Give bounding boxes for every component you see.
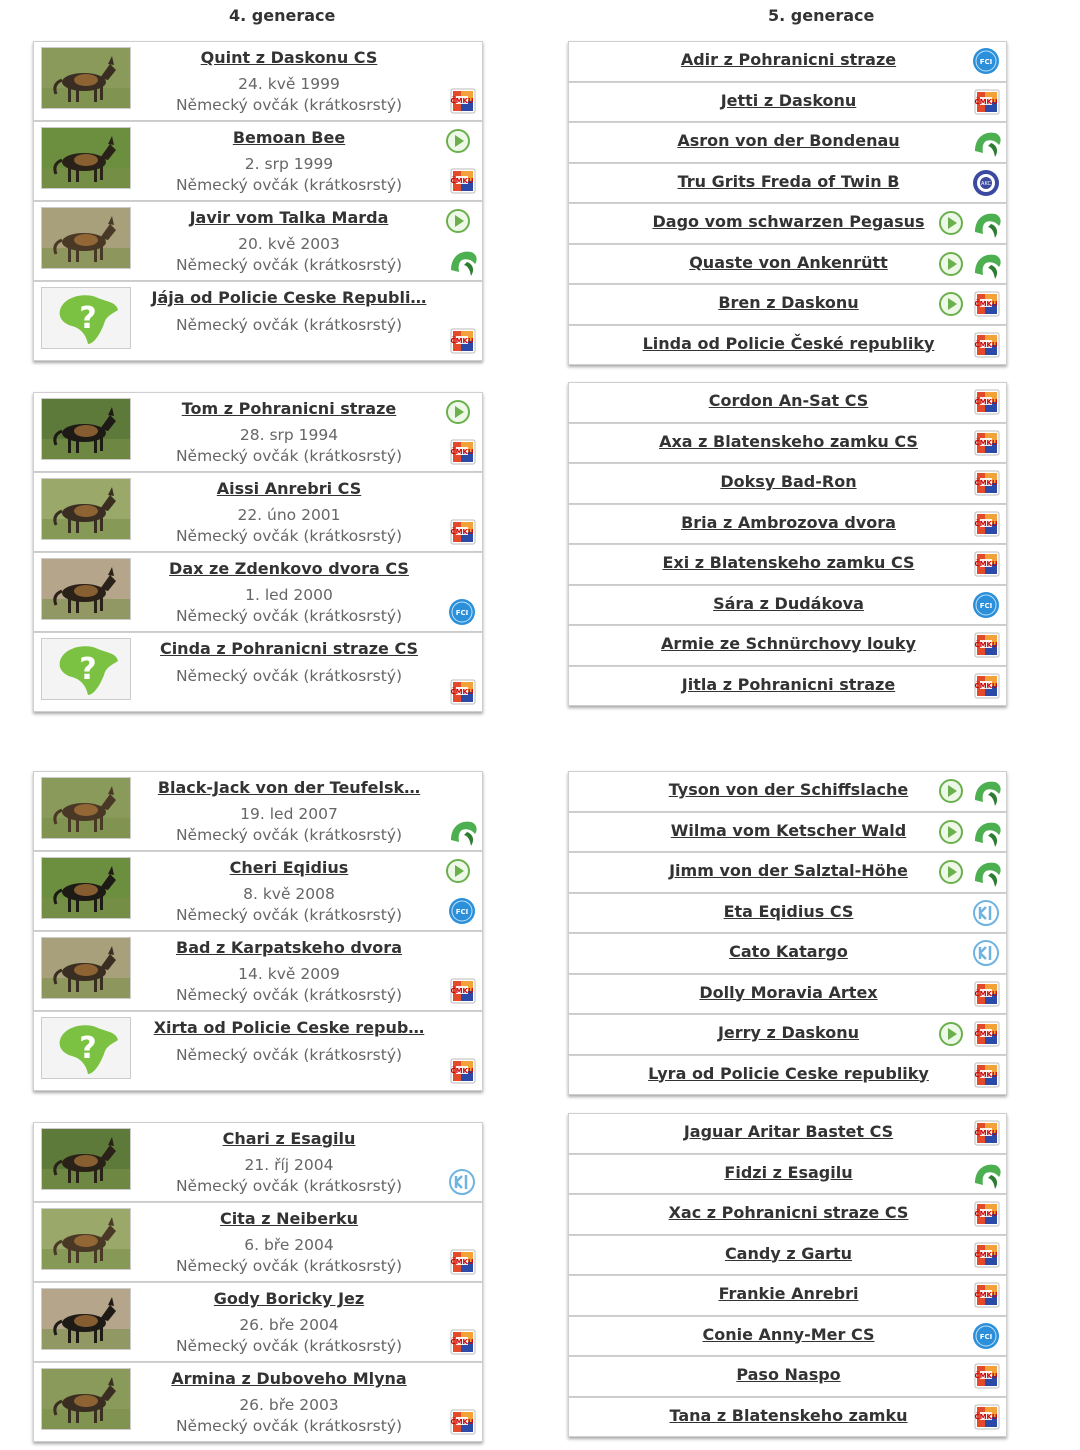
svg-text:ČMKU: ČMKU bbox=[974, 438, 998, 447]
gen5-dog-card bbox=[568, 382, 1007, 423]
gen5-group bbox=[568, 771, 1007, 1095]
flag-icon[interactable] bbox=[971, 630, 1001, 660]
flag-icon[interactable] bbox=[447, 976, 477, 1006]
svg-text:ČMKU: ČMKU bbox=[974, 1372, 998, 1380]
flag-icon[interactable] bbox=[971, 509, 1001, 539]
ski-icon[interactable] bbox=[447, 1167, 477, 1197]
sv-icon[interactable] bbox=[971, 208, 1001, 238]
video-icon[interactable] bbox=[938, 859, 968, 889]
gen4-dog-card bbox=[33, 1362, 483, 1442]
svg-text:?: ? bbox=[79, 1031, 97, 1066]
gen5-dog-card bbox=[568, 933, 1007, 974]
gen4-dog-card bbox=[33, 1282, 483, 1362]
dog-breed: Německý ovčák (krátkosrstý) bbox=[175, 316, 403, 334]
dog-name-link[interactable]: Lyra od Policie Ceske republiky bbox=[648, 1063, 929, 1083]
flag-icon[interactable] bbox=[447, 517, 477, 547]
gen4-dog-card bbox=[33, 632, 483, 712]
dog-birth-date: 20. kvě 2003 bbox=[238, 235, 340, 253]
svg-text:ČMKU: ČMKU bbox=[450, 97, 474, 105]
dog-name-link[interactable]: Tyson von der Schiffslache bbox=[668, 780, 909, 799]
dog-name-link[interactable]: Jimm von der Salztal-Höhe bbox=[669, 861, 908, 880]
gen5-group bbox=[568, 41, 1007, 365]
dog-birth-date: 19. led 2007 bbox=[240, 805, 338, 823]
gen4-dog-card bbox=[33, 1122, 483, 1202]
dog-photo[interactable] bbox=[41, 207, 131, 269]
flag-icon[interactable] bbox=[971, 1118, 1001, 1148]
dog-name-link[interactable]: Tom z Pohranicni straze bbox=[181, 399, 397, 418]
dog-name-link[interactable]: Axa z Blatenskeho zamku CS bbox=[659, 431, 918, 451]
dog-name-link[interactable]: Adir z Pohranicni straze bbox=[680, 50, 897, 69]
dog-name-link[interactable]: Cinda z Pohranicni straze CS bbox=[159, 639, 419, 658]
sv-icon[interactable] bbox=[971, 817, 1001, 847]
dog-name-link[interactable]: Jaguar Aritar Bastet CS bbox=[683, 1122, 894, 1141]
svg-text:ČMKU: ČMKU bbox=[974, 989, 998, 998]
svg-text:ČMKU: ČMKU bbox=[974, 398, 998, 406]
gen5-dog-card bbox=[568, 812, 1007, 853]
dog-birth-date: 6. bře 2004 bbox=[244, 1236, 334, 1254]
gen5-dog-card bbox=[568, 122, 1007, 163]
svg-text:FCI: FCI bbox=[979, 1332, 993, 1341]
dog-photo[interactable] bbox=[41, 1368, 131, 1430]
video-icon[interactable] bbox=[938, 819, 968, 849]
dog-photo[interactable] bbox=[41, 127, 131, 189]
video-icon[interactable] bbox=[445, 128, 475, 158]
svg-text:?: ? bbox=[79, 652, 97, 687]
flag-icon[interactable] bbox=[971, 1199, 1001, 1229]
gen5-dog-card bbox=[568, 41, 1007, 82]
video-icon[interactable] bbox=[938, 778, 968, 808]
dog-breed: Německý ovčák (krátkosrstý) bbox=[175, 527, 403, 545]
svg-text:ČMKU: ČMKU bbox=[974, 560, 998, 568]
dog-name-link[interactable]: Gody Boricky Jez bbox=[213, 1289, 365, 1308]
dog-birth-date: 24. kvě 1999 bbox=[238, 75, 340, 93]
dog-name-link[interactable]: Fidzi z Esagilu bbox=[724, 1162, 853, 1182]
svg-text:ČMKU: ČMKU bbox=[450, 1338, 474, 1346]
dog-name-link[interactable]: Xac z Pohranicni straze CS bbox=[668, 1203, 909, 1222]
gen5-dog-card bbox=[568, 82, 1007, 123]
fci-icon[interactable] bbox=[971, 1321, 1001, 1351]
gen4-dog-card bbox=[33, 1011, 483, 1091]
gen5-dog-card bbox=[568, 463, 1007, 504]
gen4-dog-card bbox=[33, 552, 483, 632]
fci-icon[interactable] bbox=[971, 46, 1001, 76]
dog-name-link[interactable]: Frankie Anrebri bbox=[718, 1284, 859, 1303]
svg-text:ČMKU: ČMKU bbox=[450, 688, 474, 696]
sv-icon[interactable] bbox=[447, 816, 477, 846]
gen4-dog-card bbox=[33, 1202, 483, 1282]
gen5-dog-card bbox=[568, 163, 1007, 204]
flag-icon[interactable] bbox=[971, 1240, 1001, 1270]
gen5-dog-card bbox=[568, 1397, 1007, 1438]
svg-text:ČMKU: ČMKU bbox=[974, 1030, 998, 1038]
dog-name-link[interactable]: Quint z Daskonu CS bbox=[200, 48, 378, 67]
sv-icon[interactable] bbox=[971, 857, 1001, 887]
dog-name-link[interactable]: Black-Jack von der Teufelsk… bbox=[157, 778, 421, 797]
dog-name-link[interactable]: Eta Eqidius CS bbox=[723, 901, 854, 921]
svg-text:ČMKU: ČMKU bbox=[450, 528, 474, 536]
flag-icon[interactable] bbox=[971, 549, 1001, 579]
fci-icon[interactable] bbox=[447, 597, 477, 627]
dog-name-link[interactable]: Bren z Daskonu bbox=[718, 293, 859, 312]
flag-icon[interactable] bbox=[447, 1407, 477, 1437]
gen4-group bbox=[33, 392, 483, 712]
sv-icon[interactable] bbox=[971, 776, 1001, 806]
dog-name-link[interactable]: Wilma vom Ketscher Wald bbox=[670, 820, 907, 840]
gen4-group bbox=[33, 1122, 483, 1442]
flag-icon[interactable] bbox=[447, 1247, 477, 1277]
svg-text:FCI: FCI bbox=[979, 601, 993, 610]
svg-text:ČMKU: ČMKU bbox=[450, 1258, 474, 1266]
dog-breed: Německý ovčák (krátkosrstý) bbox=[175, 906, 403, 924]
dog-name-link[interactable]: Asron von der Bondenau bbox=[677, 131, 900, 150]
dog-breed: Německý ovčák (krátkosrstý) bbox=[175, 1177, 403, 1195]
dog-birth-date: 2. srp 1999 bbox=[244, 155, 334, 173]
ski-icon[interactable] bbox=[971, 938, 1001, 968]
fci-icon[interactable] bbox=[447, 896, 477, 926]
svg-text:ČMKU: ČMKU bbox=[974, 681, 998, 690]
svg-text:ČMKU: ČMKU bbox=[974, 479, 998, 487]
dog-name-link[interactable]: Jerry z Daskonu bbox=[717, 1023, 860, 1042]
gen4-dog-card bbox=[33, 472, 483, 552]
dog-name-link[interactable]: Bemoan Bee bbox=[232, 128, 346, 147]
gen4-header: 4. generace bbox=[229, 6, 336, 25]
gen4-dog-card bbox=[33, 392, 483, 472]
video-icon[interactable] bbox=[445, 858, 475, 888]
svg-text:AKC: AKC bbox=[981, 180, 991, 187]
flag-icon[interactable] bbox=[971, 387, 1001, 417]
gen5-header: 5. generace bbox=[768, 6, 875, 25]
dog-breed: Německý ovčák (krátkosrstý) bbox=[175, 1337, 403, 1355]
dog-breed: Německý ovčák (krátkosrstý) bbox=[175, 176, 403, 194]
ski-icon[interactable] bbox=[971, 898, 1001, 928]
gen5-dog-card bbox=[568, 666, 1007, 707]
gen4-dog-card bbox=[33, 281, 483, 361]
unknown-dog-icon[interactable] bbox=[41, 1017, 131, 1079]
sv-icon[interactable] bbox=[971, 127, 1001, 157]
dog-name-link[interactable]: Tana z Blatenskeho zamku bbox=[669, 1405, 908, 1425]
gen5-dog-card bbox=[568, 1055, 1007, 1096]
dog-photo[interactable] bbox=[41, 558, 131, 620]
video-icon[interactable] bbox=[445, 208, 475, 238]
gen5-dog-card bbox=[568, 771, 1007, 812]
dog-photo[interactable] bbox=[41, 398, 131, 460]
video-icon[interactable] bbox=[938, 291, 968, 321]
svg-text:ČMKU: ČMKU bbox=[974, 1129, 998, 1137]
dog-breed: Německý ovčák (krátkosrstý) bbox=[175, 1046, 403, 1064]
flag-icon[interactable] bbox=[971, 979, 1001, 1009]
flag-icon[interactable] bbox=[447, 1327, 477, 1357]
gen5-dog-card bbox=[568, 284, 1007, 325]
gen5-dog-card bbox=[568, 544, 1007, 585]
dog-name-link[interactable]: Exi z Blatenskeho zamku CS bbox=[662, 553, 915, 572]
akc-icon[interactable] bbox=[971, 168, 1001, 198]
dog-photo[interactable] bbox=[41, 777, 131, 839]
flag-icon[interactable] bbox=[447, 166, 477, 196]
flag-icon[interactable] bbox=[971, 87, 1001, 117]
gen4-group bbox=[33, 771, 483, 1091]
svg-text:ČMKU: ČMKU bbox=[974, 1210, 998, 1218]
gen5-dog-card bbox=[568, 203, 1007, 244]
fci-icon[interactable] bbox=[971, 590, 1001, 620]
dog-name-link[interactable]: Cheri Eqidius bbox=[229, 858, 349, 877]
video-icon[interactable] bbox=[445, 399, 475, 429]
dog-breed: Německý ovčák (krátkosrstý) bbox=[175, 667, 403, 685]
gen4-group bbox=[33, 41, 483, 361]
flag-icon[interactable] bbox=[971, 468, 1001, 498]
flag-icon[interactable] bbox=[971, 330, 1001, 360]
dog-name-link[interactable]: Cordon An-Sat CS bbox=[708, 391, 869, 410]
svg-text:ČMKU: ČMKU bbox=[974, 1291, 998, 1299]
gen5-dog-card bbox=[568, 1014, 1007, 1055]
flag-icon[interactable] bbox=[447, 437, 477, 467]
svg-text:ČMKU: ČMKU bbox=[974, 300, 998, 308]
dog-name-link[interactable]: Linda od Policie České republiky bbox=[642, 333, 935, 353]
sv-icon[interactable] bbox=[971, 249, 1001, 279]
gen4-dog-card bbox=[33, 201, 483, 281]
dog-name-link[interactable]: Dago vom schwarzen Pegasus bbox=[652, 212, 925, 231]
svg-text:FCI: FCI bbox=[455, 908, 469, 916]
gen5-dog-card bbox=[568, 325, 1007, 366]
dog-name-link[interactable]: Tru Grits Freda of Twin B bbox=[677, 171, 900, 191]
dog-breed: Německý ovčák (krátkosrstý) bbox=[175, 986, 403, 1004]
gen5-dog-card bbox=[568, 1316, 1007, 1357]
gen5-dog-card bbox=[568, 852, 1007, 893]
gen4-dog-card bbox=[33, 931, 483, 1011]
gen5-dog-card bbox=[568, 423, 1007, 464]
gen5-dog-card bbox=[568, 1356, 1007, 1397]
dog-breed: Německý ovčák (krátkosrstý) bbox=[175, 1257, 403, 1275]
dog-name-link[interactable]: Chari z Esagilu bbox=[222, 1129, 356, 1148]
gen5-group bbox=[568, 382, 1007, 706]
flag-icon[interactable] bbox=[447, 677, 477, 707]
svg-text:ČMKU: ČMKU bbox=[974, 1070, 998, 1079]
svg-text:ČMKU: ČMKU bbox=[974, 340, 998, 349]
dog-photo[interactable] bbox=[41, 857, 131, 919]
gen4-dog-card bbox=[33, 771, 483, 851]
dog-name-link[interactable]: Conie Anny-Mer CS bbox=[702, 1324, 875, 1344]
dog-name-link[interactable]: Xirta od Policie Ceske repub… bbox=[153, 1018, 425, 1037]
svg-text:ČMKU: ČMKU bbox=[974, 1250, 998, 1259]
dog-photo[interactable] bbox=[41, 1128, 131, 1190]
dog-name-link[interactable]: Doksy Bad-Ron bbox=[720, 472, 857, 491]
sv-icon[interactable] bbox=[447, 246, 477, 276]
gen5-dog-card bbox=[568, 1113, 1007, 1154]
dog-name-link[interactable]: Armina z Duboveho Mlyna bbox=[171, 1369, 407, 1388]
flag-icon[interactable] bbox=[971, 428, 1001, 458]
gen4-dog-card bbox=[33, 41, 483, 121]
dog-name-link[interactable]: Sára z Dudákova bbox=[713, 593, 864, 613]
dog-name-link[interactable]: Dolly Moravia Artex bbox=[699, 982, 878, 1002]
dog-name-link[interactable]: Bad z Karpatskeho dvora bbox=[176, 938, 402, 957]
dog-birth-date: 26. bře 2004 bbox=[239, 1316, 339, 1334]
dog-photo[interactable] bbox=[41, 937, 131, 999]
dog-name-link[interactable]: Aissi Anrebri CS bbox=[216, 479, 362, 498]
svg-text:FCI: FCI bbox=[979, 58, 993, 66]
flag-icon[interactable] bbox=[971, 1361, 1001, 1391]
dog-breed: Německý ovčák (krátkosrstý) bbox=[175, 826, 403, 844]
dog-name-link[interactable]: Cato Katargo bbox=[729, 942, 848, 961]
gen4-dog-card bbox=[33, 121, 483, 201]
svg-text:ČMKU: ČMKU bbox=[974, 97, 998, 106]
gen5-dog-card bbox=[568, 1154, 1007, 1195]
dog-name-link[interactable]: Paso Naspo bbox=[736, 1365, 841, 1384]
dog-birth-date: 8. kvě 2008 bbox=[243, 885, 335, 903]
flag-icon[interactable] bbox=[447, 326, 477, 356]
svg-text:?: ? bbox=[79, 301, 97, 336]
dog-birth-date: 1. led 2000 bbox=[245, 586, 333, 604]
dog-name-link[interactable]: Dax ze Zdenkovo dvora CS bbox=[169, 559, 409, 578]
dog-name-link[interactable]: Jája od Policie Ceske Republi… bbox=[151, 288, 427, 307]
svg-text:ČMKU: ČMKU bbox=[974, 1412, 998, 1421]
unknown-dog-icon[interactable] bbox=[41, 638, 131, 700]
dog-birth-date: 26. bře 2003 bbox=[239, 1396, 339, 1414]
flag-icon[interactable] bbox=[447, 86, 477, 116]
svg-text:ČMKU: ČMKU bbox=[450, 177, 474, 185]
dog-breed: Německý ovčák (krátkosrstý) bbox=[175, 96, 403, 114]
dog-birth-date: 28. srp 1994 bbox=[239, 426, 339, 444]
gen5-dog-card bbox=[568, 585, 1007, 626]
dog-breed: Německý ovčák (krátkosrstý) bbox=[175, 447, 403, 465]
svg-text:ČMKU: ČMKU bbox=[974, 519, 998, 528]
unknown-dog-icon[interactable] bbox=[41, 287, 131, 349]
dog-name-link[interactable]: Javir vom Talka Marda bbox=[189, 208, 389, 227]
gen5-dog-card bbox=[568, 974, 1007, 1015]
dog-photo[interactable] bbox=[41, 1288, 131, 1350]
gen5-dog-card bbox=[568, 625, 1007, 666]
dog-name-link[interactable]: Candy z Gartu bbox=[724, 1243, 853, 1263]
sv-icon[interactable] bbox=[971, 1159, 1001, 1189]
gen4-dog-card bbox=[33, 851, 483, 931]
svg-text:FCI: FCI bbox=[455, 609, 469, 617]
gen5-dog-card bbox=[568, 893, 1007, 934]
flag-icon[interactable] bbox=[971, 1280, 1001, 1310]
gen5-dog-card bbox=[568, 1275, 1007, 1316]
dog-photo[interactable] bbox=[41, 1208, 131, 1270]
flag-icon[interactable] bbox=[971, 289, 1001, 319]
gen5-group bbox=[568, 1113, 1007, 1437]
video-icon[interactable] bbox=[938, 1021, 968, 1051]
dog-name-link[interactable]: Quaste von Ankenrütt bbox=[689, 252, 888, 272]
dog-breed: Německý ovčák (krátkosrstý) bbox=[175, 256, 403, 274]
flag-icon[interactable] bbox=[971, 671, 1001, 701]
dog-name-link[interactable]: Cita z Neiberku bbox=[219, 1209, 359, 1228]
dog-name-link[interactable]: Bria z Ambrozova dvora bbox=[681, 512, 896, 532]
gen5-dog-card bbox=[568, 1235, 1007, 1276]
gen5-dog-card bbox=[568, 504, 1007, 545]
svg-text:ČMKU: ČMKU bbox=[450, 1067, 474, 1075]
dog-photo[interactable] bbox=[41, 478, 131, 540]
dog-name-link[interactable]: Armie ze Schnürchovy louky bbox=[661, 634, 916, 653]
dog-name-link[interactable]: Jetti z Daskonu bbox=[720, 90, 857, 110]
dog-name-link[interactable]: Jitla z Pohranicni straze bbox=[681, 674, 896, 694]
flag-icon[interactable] bbox=[971, 1019, 1001, 1049]
video-icon[interactable] bbox=[938, 251, 968, 281]
gen5-dog-card bbox=[568, 244, 1007, 285]
svg-text:ČMKU: ČMKU bbox=[450, 337, 474, 345]
flag-icon[interactable] bbox=[971, 1060, 1001, 1090]
dog-birth-date: 22. úno 2001 bbox=[237, 506, 341, 524]
flag-icon[interactable] bbox=[971, 1402, 1001, 1432]
svg-text:ČMKU: ČMKU bbox=[450, 448, 474, 456]
svg-text:ČMKU: ČMKU bbox=[450, 987, 474, 995]
dog-photo[interactable] bbox=[41, 47, 131, 109]
dog-birth-date: 21. říj 2004 bbox=[244, 1156, 334, 1174]
svg-text:ČMKU: ČMKU bbox=[974, 641, 998, 649]
dog-breed: Německý ovčák (krátkosrstý) bbox=[175, 607, 403, 625]
dog-birth-date: 14. kvě 2009 bbox=[238, 965, 340, 983]
video-icon[interactable] bbox=[938, 210, 968, 240]
svg-text:ČMKU: ČMKU bbox=[450, 1418, 474, 1426]
gen5-dog-card bbox=[568, 1194, 1007, 1235]
flag-icon[interactable] bbox=[447, 1056, 477, 1086]
dog-breed: Německý ovčák (krátkosrstý) bbox=[175, 1417, 403, 1435]
